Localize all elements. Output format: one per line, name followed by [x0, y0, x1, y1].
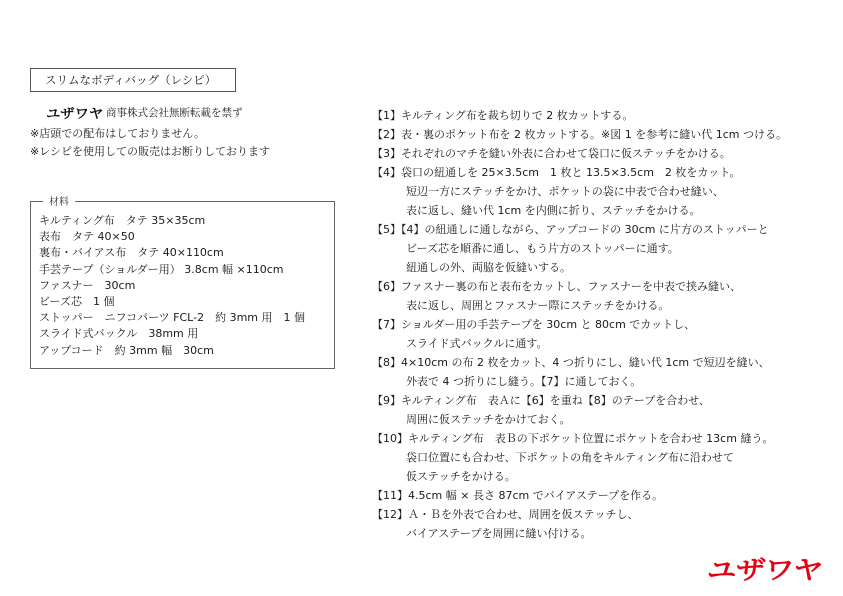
step-line: 【2】表・裏のポケット布を 2 枚カットする。※図 1 を参考に縫い代 1cm つける。: [372, 128, 787, 141]
step-line: 【12】Ａ・Ｂを外表で合わせ、周囲を仮ステッチし、: [372, 508, 639, 521]
step-line: ビーズ芯を順番に通し、もう片方のストッパーに通す。: [406, 242, 679, 255]
step-line: 【4】袋口の紐通しを 25×3.5cm 1 枚と 13.5×3.5cm 2 枚をカット。: [372, 166, 741, 179]
step-line: 表に返し、周囲とファスナー際にステッチをかける。: [406, 299, 670, 312]
material-item: アップコード 約 3mm 幅 30cm: [39, 343, 214, 357]
material-item: ストッパー ニフコパーツ FCL-2 約 3mm 用 1 個: [39, 311, 306, 325]
step-line: 紐通しの外、両脇を仮縫いする。: [406, 261, 571, 274]
brand-name: ユザワヤ: [46, 106, 104, 122]
material-item: ファスナー 30cm: [39, 278, 136, 292]
recipe-title: スリムなボディバッグ（レシピ）: [30, 68, 236, 92]
step-line: 【7】ショルダー用の手芸テープを 30cm と 80cm でカットし、: [372, 318, 696, 331]
material-item: 手芸テープ（ショルダー用） 3.8cm 幅 ×110cm: [39, 262, 284, 276]
step-line: 【5】【4】の紐通しに通しながら、アップコードの 30cm に片方のストッパーと: [372, 223, 769, 236]
material-item: ビーズ芯 1 個: [39, 294, 115, 308]
step-line: 【10】キルティング布 表Ｂの下ポケット位置にポケットを合わせ 13cm 縫う。: [372, 432, 774, 445]
material-item: スライド式バックル 38mm 用: [39, 327, 199, 341]
material-item: 表布 タテ 40×50: [39, 230, 135, 244]
material-item: キルティング布 タテ 35×35cm: [39, 214, 206, 227]
copyright-notice: 商事株式会社無断転載を禁ず: [106, 106, 243, 119]
brand-notice-line: [46, 103, 243, 121]
step-line: 表に返し、縫い代 1cm を内側に折り、ステッチをかける。: [406, 204, 701, 217]
instruction-steps: [372, 106, 832, 543]
step-line: スライド式バックルに通す。: [406, 337, 548, 350]
step-line: 【9】キルティング布 表Ａに【6】を重ね【8】のテープを合わせ、: [372, 394, 710, 407]
yuzawaya-logo: ユザワヤ: [705, 556, 824, 586]
step-line: 仮ステッチをかける。: [406, 470, 516, 483]
step-line: 周囲に仮ステッチをかけておく。: [406, 413, 571, 426]
step-line: 【6】ファスナー裏の布と表布をカットし、ファスナーを中表で挟み縫い、: [372, 280, 742, 293]
step-line: 短辺一方にステッチをかけ、ポケットの袋に中表で合わせ縫い、: [406, 185, 724, 198]
step-line: 外表で 4 つ折りにし縫う。【7】に通しておく。: [406, 375, 642, 388]
notice-no-distribution: ※店頭での配布はしておりません。: [30, 127, 205, 140]
step-line: 袋口位置にも合わせ、下ポケットの角をキルティング布に沿わせて: [406, 451, 734, 464]
step-line: 【1】キルティング布を裁ち切りで 2 枚カットする。: [372, 109, 634, 122]
step-line: 【11】4.5cm 幅 × 長さ 87cm でバイアステープを作る。: [372, 489, 664, 502]
material-item: 裏布・バイアス布 タテ 40×110cm: [39, 246, 224, 260]
materials-list: [39, 213, 305, 359]
step-line: 【3】それぞれのマチを縫い外表に合わせて袋口に仮ステッチをかける。: [372, 147, 731, 160]
materials-heading: 材料: [43, 193, 75, 208]
notice-no-resale: ※レシピを使用しての販売はお断りしております: [30, 145, 270, 158]
step-line: バイアステープを周囲に縫い付ける。: [406, 527, 592, 540]
step-line: 【8】4×10cm の布 2 枚をカット、4 つ折りにし、縫い代 1cm で短辺を縫い、: [372, 356, 770, 369]
